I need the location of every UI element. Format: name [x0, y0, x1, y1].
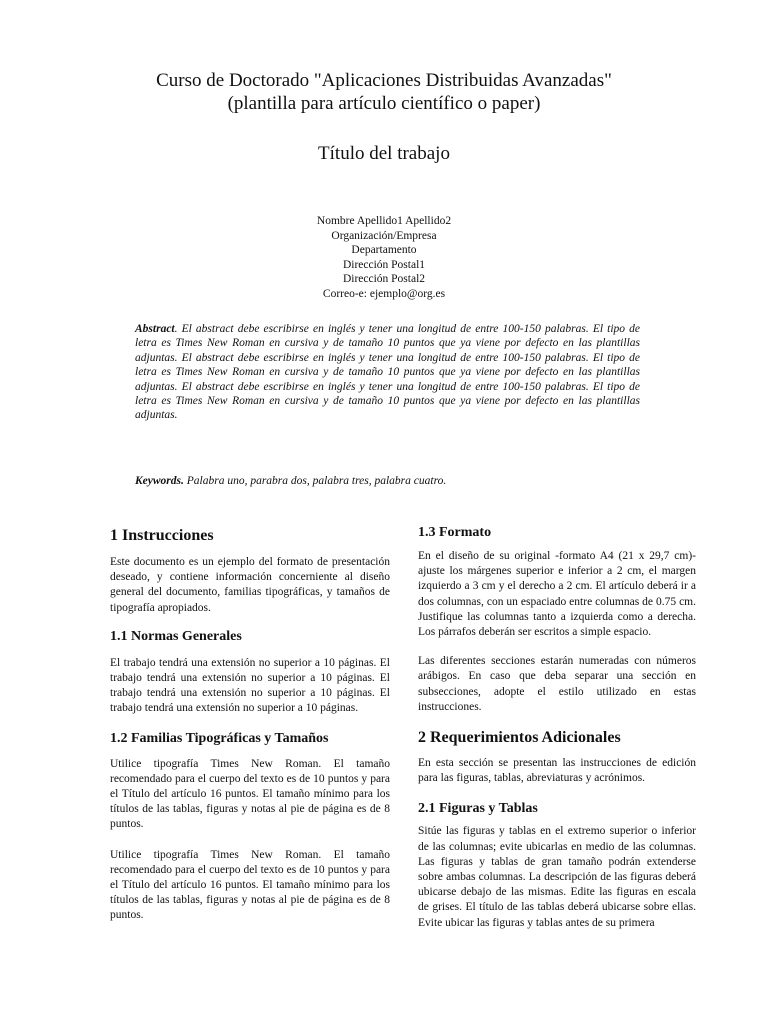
section-1-2-heading: 1.2 Familias Tipográficas y Tamaños [110, 730, 329, 746]
section-1-2-text-2: Utilice tipografía Times New Roman. El tamaño recomendado para el cuerpo del texto es de 10 puntos y para el Título del artículo 16 puntos. El tamaño mínimo para los títulos de las tablas, figuras y notas al pie de página es de 8 puntos. [110, 848, 390, 922]
section-2-1-heading: 2.1 Figuras y Tablas [418, 801, 538, 817]
section-1-2-text-1: Utilice tipografía Times New Roman. El tamaño recomendado para el cuerpo del texto es de 10 puntos y para el Título del artículo 16 puntos. El tamaño mínimo para los títulos de las tablas, figuras y notas al pie de página es de 8 puntos. [110, 757, 390, 831]
section-2-1-text: Sitúe las figuras y tablas en el extremo superior o inferior de las columnas; evite ubicarlas en medio de las columnas. Las figuras y tablas de gran tamaño podrán extenderse sobre ambas columnas. La descripción de las figuras deberá ubicarse debajo de las mismas. Edite las figuras en escala de grises. El título de las tablas deberá ubicarse sobre ellas. Evite ubicar las figuras y tablas antes de su primera [418, 825, 696, 929]
abstract-text: . El abstract debe escribirse en inglés y tener una longitud de entre 100-150 palabras. El tipo de letra es Times New Roman en cursiva y de tamaño 10 puntos que ya viene por defecto en las plantillas adjuntas. El abstract debe escribirse en inglés y tener una longitud de entre 100-150 palabras. El tipo de letra es Times New Roman en cursiva y de tamaño 10 puntos que ya viene por defecto en las plantillas adjuntas. El abstract debe escribirse en inglés y tener una longitud de entre 100-150 palabras. El tipo de letra es Times New Roman en cursiva y de tamaño 10 puntos que ya viene por defecto en las plantillas adjuntas. [135, 323, 640, 422]
author-address-2: Dirección Postal2 [342, 273, 426, 285]
author-address-1: Dirección Postal1 [342, 258, 426, 271]
keywords [135, 474, 640, 488]
paper-title: Título del trabajo [318, 143, 450, 164]
author-email: Correo-e: ejemplo@org.es [322, 287, 446, 300]
keywords-text: Palabra uno, parabra dos, palabra tres, palabra cuatro. [183, 475, 447, 487]
author-organization: Organización/Empresa [331, 229, 437, 242]
abstract-label: Abstract [135, 323, 175, 335]
section-1-3-text-1: En el diseño de su original -formato A4 (21 x 29,7 cm)- ajuste los márgenes superior e inferior a 2 cm, el margen izquierdo a 3 cm y el derecho a 2 cm. El artículo deberá ir a dos columnas, con un espaciado entre columnas de 0.75 cm. Justifique las columnas tanto a izquierda como a derecha. Los párrafos deberán ser escritos a simple espacio. [418, 550, 696, 639]
section-1-1-heading: 1.1 Normas Generales [110, 628, 242, 644]
section-1-3-text-2: Las diferentes secciones estarán numeradas con números arábigos. En caso que deba separar una sección en subsecciones, adopte el estilo utilizado en estas instrucciones. [418, 655, 696, 713]
course-title-line-2: (plantilla para artículo científico o paper) [227, 93, 541, 114]
section-2-text: En esta sección se presentan las instrucciones de edición para las figuras, tablas, abreviaturas y acrónimos. [418, 757, 696, 785]
course-title-line-1: Curso de Doctorado "Aplicaciones Distribuidas Avanzadas" [156, 70, 612, 91]
author-block [0, 214, 768, 301]
section-1-text: Este documento es un ejemplo del formato de presentación deseado, y contiene información concerniente al diseño general del documento, familias tipográficas, y tamaños de tipografía apropiados. [110, 556, 390, 614]
section-1-3-heading: 1.3 Formato [418, 525, 492, 540]
section-1-1-text: El trabajo tendrá una extensión no superior a 10 páginas. El trabajo tendrá una extensión no superior a 10 páginas. El trabajo tendrá una extensión no superior a 10 páginas. El trabajo tendrá una extensión no superior a 10 páginas. [110, 656, 390, 715]
section-2-heading: 2 Requerimientos Adicionales [418, 729, 621, 747]
section-1-heading: 1 Instrucciones [110, 527, 214, 544]
right-column [418, 524, 696, 931]
author-department: Departamento [351, 244, 417, 256]
abstract [135, 322, 640, 423]
keywords-label: Keywords. [135, 475, 184, 487]
author-name: Nombre Apellido1 Apellido2 [316, 215, 452, 227]
left-column [110, 524, 390, 924]
